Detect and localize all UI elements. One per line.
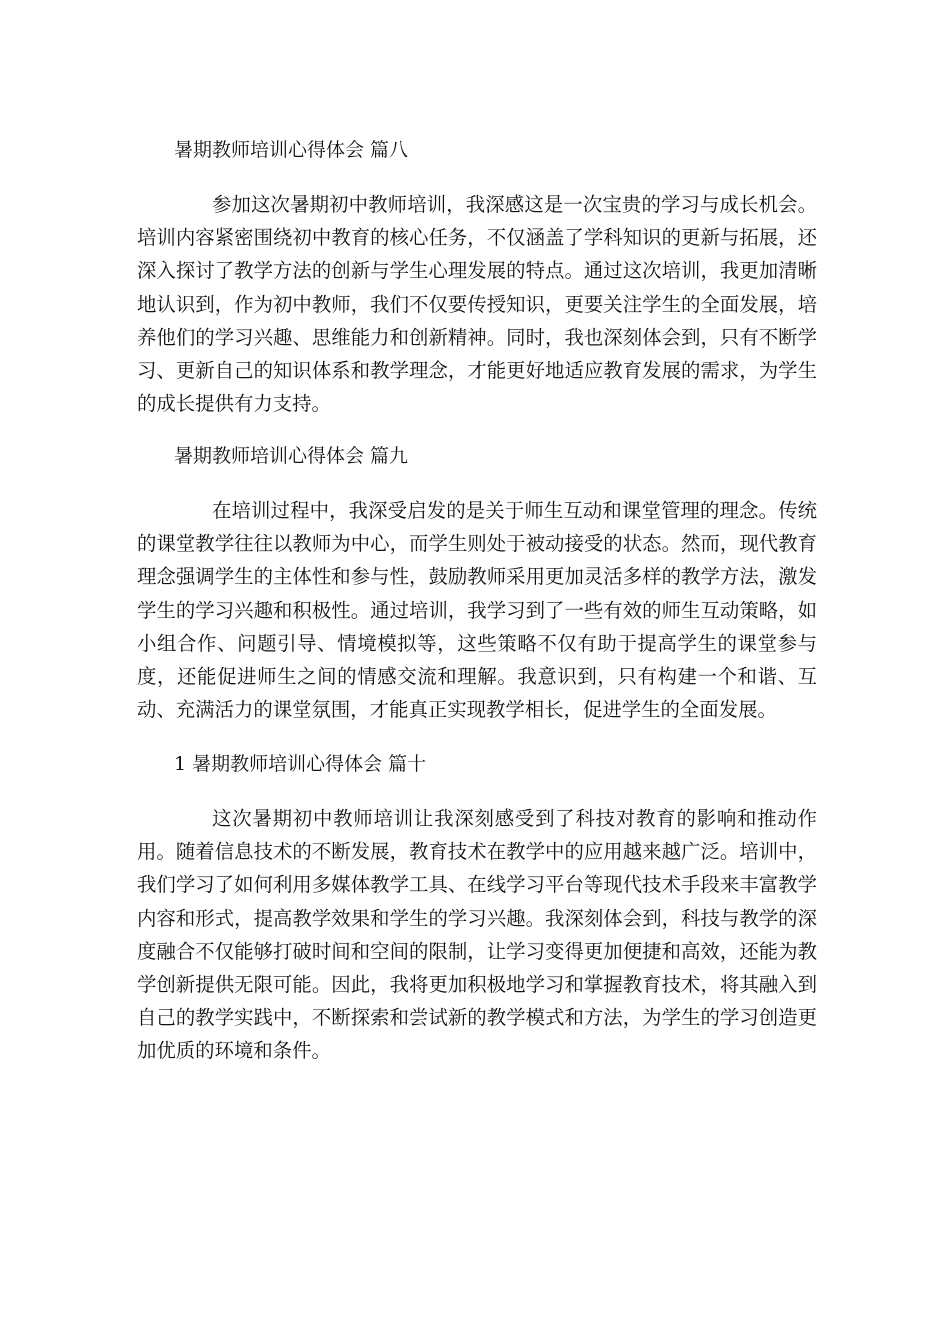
section-9 <box>137 444 817 726</box>
section-8 <box>137 138 817 420</box>
section-paragraph: 这次暑期初中教师培训让我深刻感受到了科技对教育的影响和推动作用。随着信息技术的不断发展，教育技术在教学中的应用越来越广泛。培训中，我们学习了如何利用多媒体教学工具、在线学习平台等现代技术手段来丰富教学内容和形式，提高教学效果和学生的学习兴趣。我深刻体会到，科技与教学的深度融合不仅能够打破时间和空间的限制，让学习变得更加便捷和高效，还能为教学创新提供无限可能。因此，我将更加积极地学习和掌握教育技术，将其融入到自己的教学实践中，不断探索和尝试新的教学模式和方法，为学生的学习创造更加优质的环境和条件。 <box>137 807 817 1063</box>
section-heading: 1 暑期教师培训心得体会 篇十 <box>174 753 427 775</box>
section-10 <box>137 752 817 1068</box>
section-paragraph: 参加这次暑期初中教师培训，我深感这是一次宝贵的学习与成长机会。培训内容紧密围绕初中教育的核心任务，不仅涵盖了学科知识的更新与拓展，还深入探讨了教学方法的创新与学生心理发展的特点。通过这次培训，我更加清晰地认识到，作为初中教师，我们不仅要传授知识，更要关注学生的全面发展，培养他们的学习兴趣、思维能力和创新精神。同时，我也深刻体会到，只有不断学习、更新自己的知识体系和教学理念，才能更好地适应教育发展的需求，为学生的成长提供有力支持。 <box>137 193 817 416</box>
section-paragraph: 在培训过程中，我深受启发的是关于师生互动和课堂管理的理念。传统的课堂教学往往以教师为中心，而学生则处于被动接受的状态。然而，现代教育理念强调学生的主体性和参与性，鼓励教师采用更加灵活多样的教学方法，激发学生的学习兴趣和积极性。通过培训，我学习到了一些有效的师生互动策略，如小组合作、问题引导、情境模拟等，这些策略不仅有助于提高学生的课堂参与度，还能促进师生之间的情感交流和理解。我意识到，只有构建一个和谐、互动、充满活力的课堂氛围，才能真正实现教学相长，促进学生的全面发展。 <box>137 499 817 722</box>
section-heading: 暑期教师培训心得体会 篇八 <box>174 139 409 161</box>
section-heading: 暑期教师培训心得体会 篇九 <box>174 445 409 467</box>
